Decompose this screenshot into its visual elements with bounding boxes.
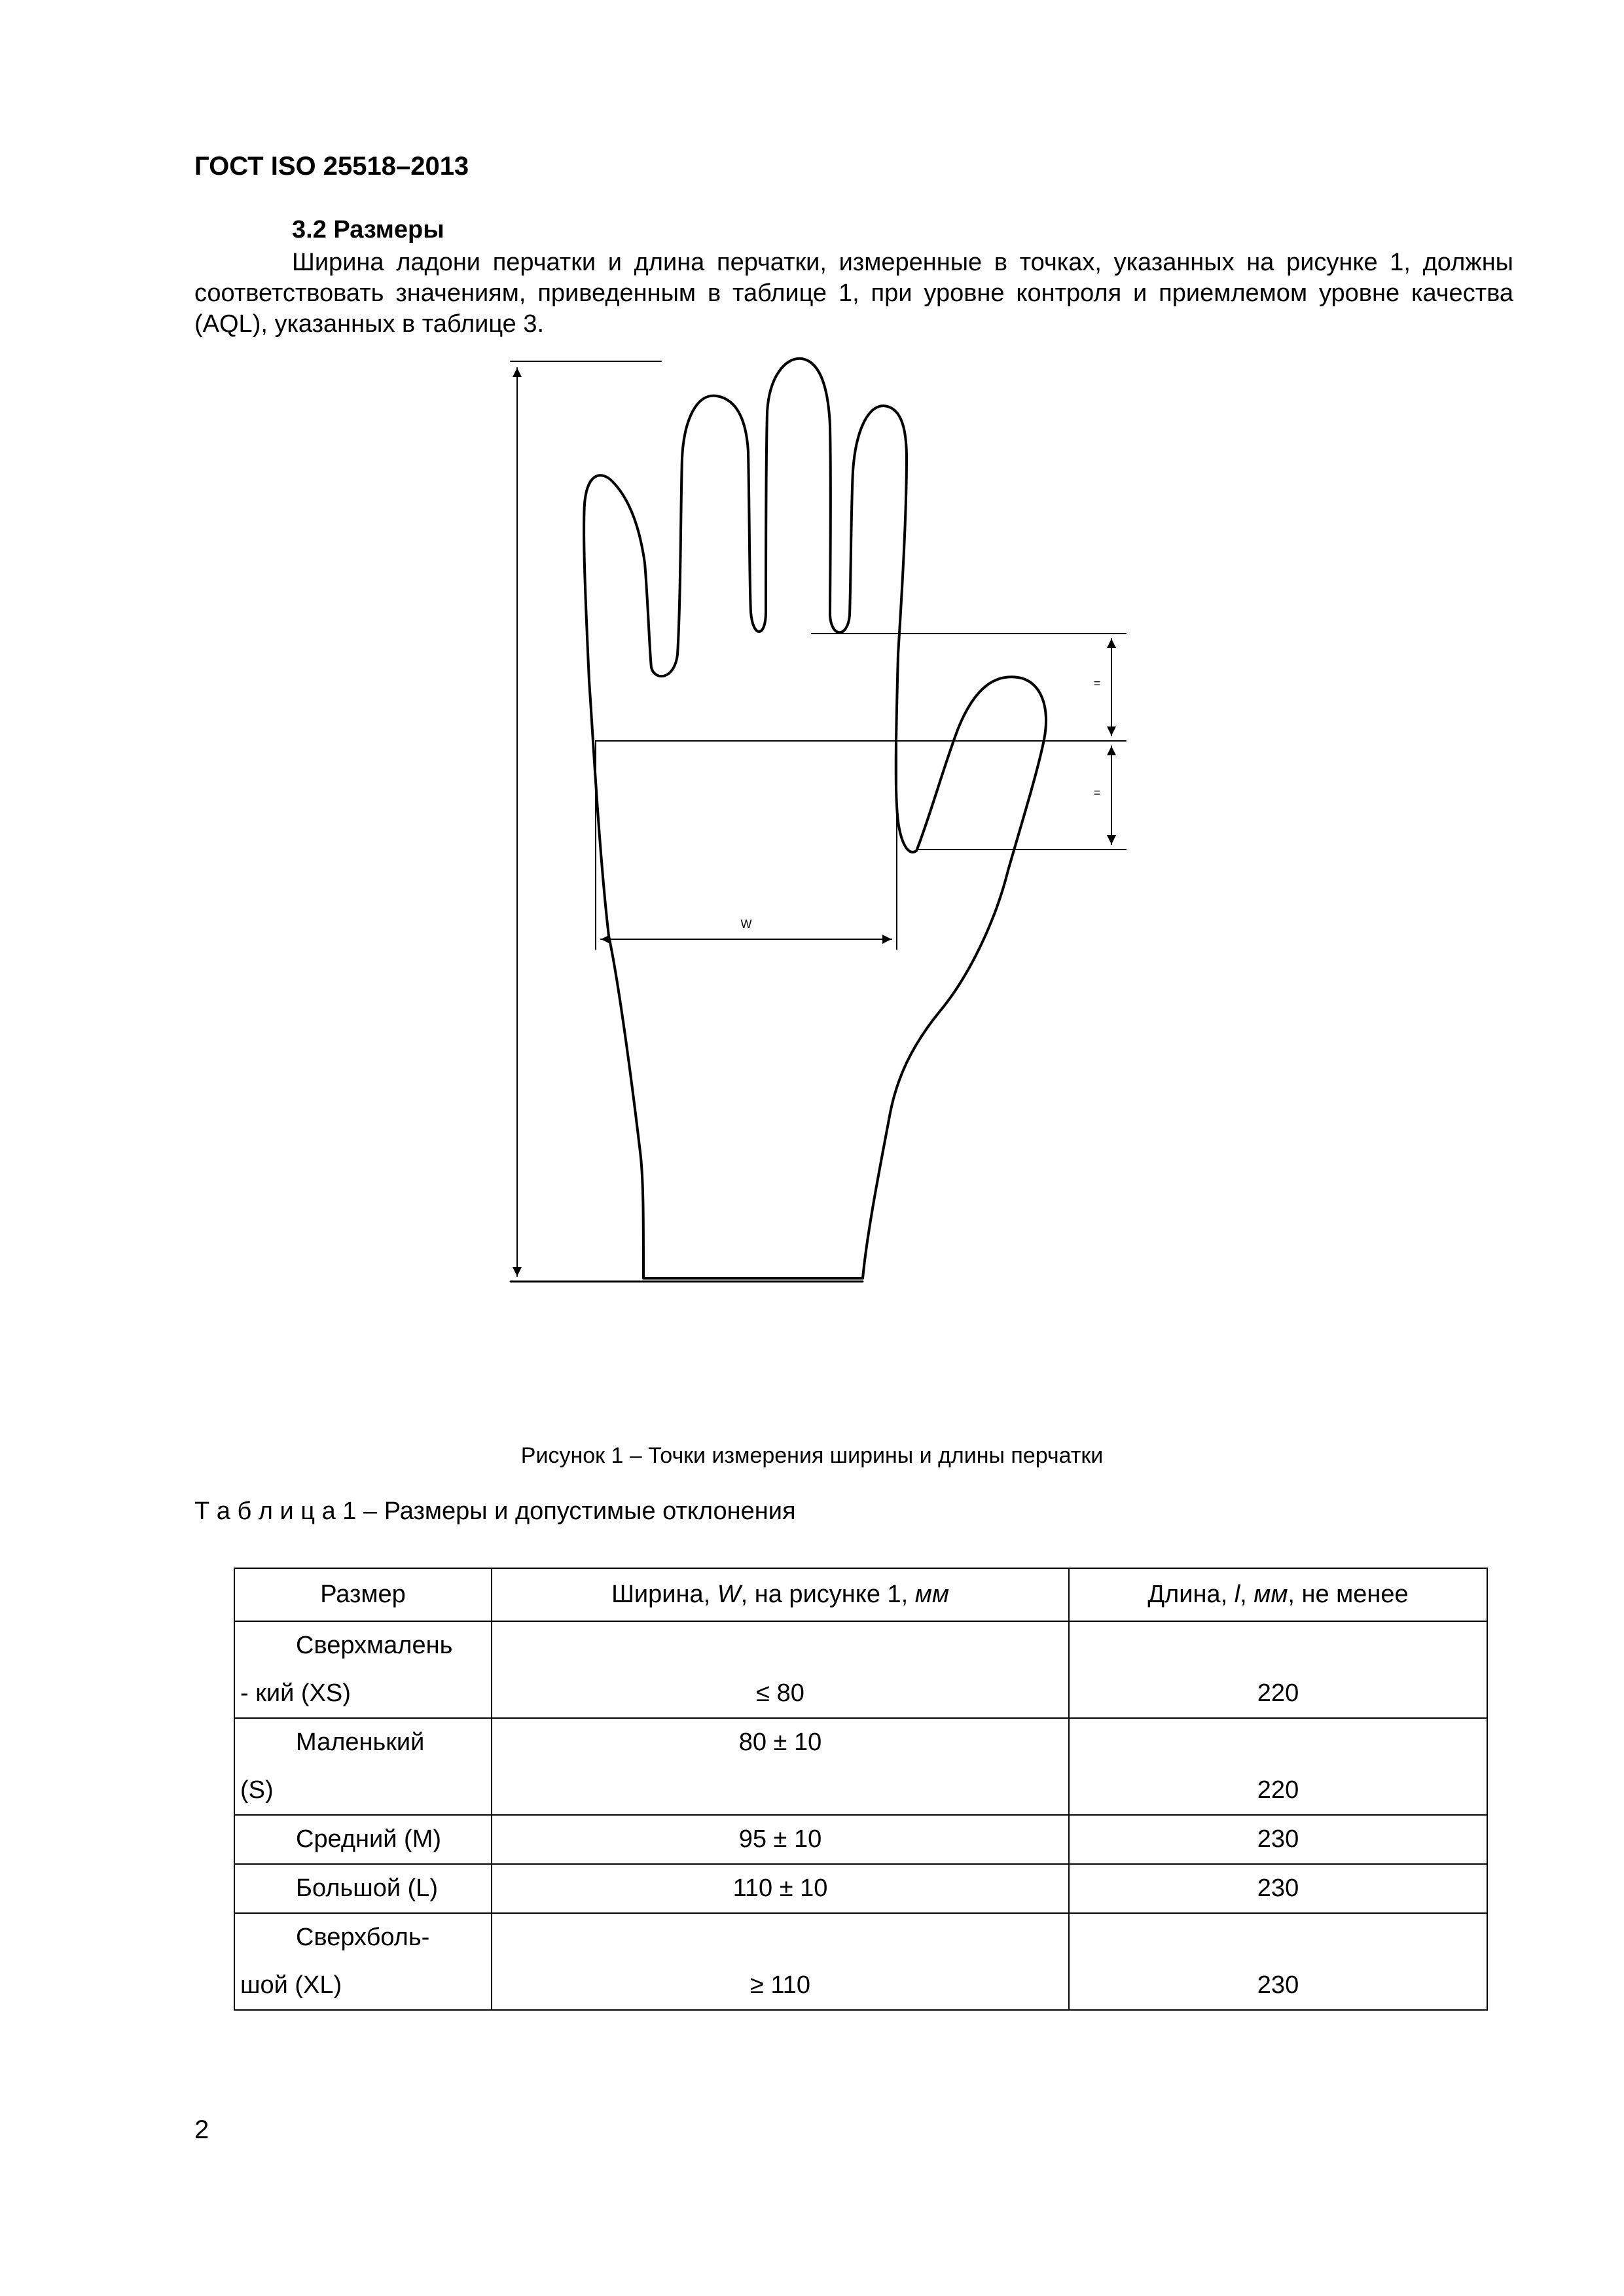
section-paragraph: Ширина ладони перчатки и длина перчатки, измеренные в точках, указанных на рисунке 1, должны соответствовать значениям, приведенным в таблице 1, при уровне контроля и приемлемом уровне качества (AQL), указанных в таблице 3. bbox=[194, 249, 1513, 338]
figure-caption: Рисунок 1 – Точки измерения ширины и длины перчатки bbox=[520, 1443, 1104, 1468]
width-cell: ≤ 80 bbox=[492, 1621, 1069, 1718]
size-name-cell: Сверхболь- шой (XL) bbox=[234, 1913, 492, 2010]
page-number: 2 bbox=[194, 2115, 209, 2144]
sizes-table bbox=[234, 1568, 1488, 2011]
length-cell: 230 bbox=[1069, 1864, 1487, 1913]
width-cell: 80 ± 10 bbox=[492, 1718, 1069, 1815]
length-cell: 230 bbox=[1069, 1913, 1487, 2010]
table-row bbox=[234, 1815, 1487, 1864]
section-title: 3.2 Размеры bbox=[292, 216, 444, 243]
width-cell: 110 ± 10 bbox=[492, 1864, 1069, 1913]
header-size: Размер bbox=[234, 1568, 492, 1621]
size-name-cell: Большой (L) bbox=[234, 1864, 492, 1913]
header-width: Ширина, W, на рисунке 1, мм bbox=[492, 1568, 1069, 1621]
glove-outline bbox=[584, 359, 1046, 1278]
document-header: ГОСТ ISO 25518–2013 bbox=[194, 152, 469, 181]
size-name-cell: Маленький (S) bbox=[234, 1718, 492, 1815]
length-cell: 220 bbox=[1069, 1718, 1487, 1815]
table-row bbox=[234, 1718, 1487, 1815]
size-name-cell: Средний (M) bbox=[234, 1815, 492, 1864]
table-row bbox=[234, 1864, 1487, 1913]
table-title: Т а б л и ц а 1 – Размеры и допустимые отклонения bbox=[194, 1498, 796, 1525]
width-cell: 95 ± 10 bbox=[492, 1815, 1069, 1864]
length-cell: 220 bbox=[1069, 1621, 1487, 1718]
table-row bbox=[234, 1621, 1487, 1718]
length-cell: 230 bbox=[1069, 1815, 1487, 1864]
header-length: Длина, l, мм, не менее bbox=[1069, 1568, 1487, 1621]
table-header-row bbox=[234, 1568, 1487, 1621]
width-symbol-label: W bbox=[740, 918, 752, 931]
upper-equal-label: = bbox=[1093, 677, 1101, 690]
lower-equal-label: = bbox=[1093, 786, 1101, 799]
width-cell: ≥ 110 bbox=[492, 1913, 1069, 2010]
table-row bbox=[234, 1913, 1487, 2010]
size-name-cell: Сверхмалень - кий (XS) bbox=[234, 1621, 492, 1718]
